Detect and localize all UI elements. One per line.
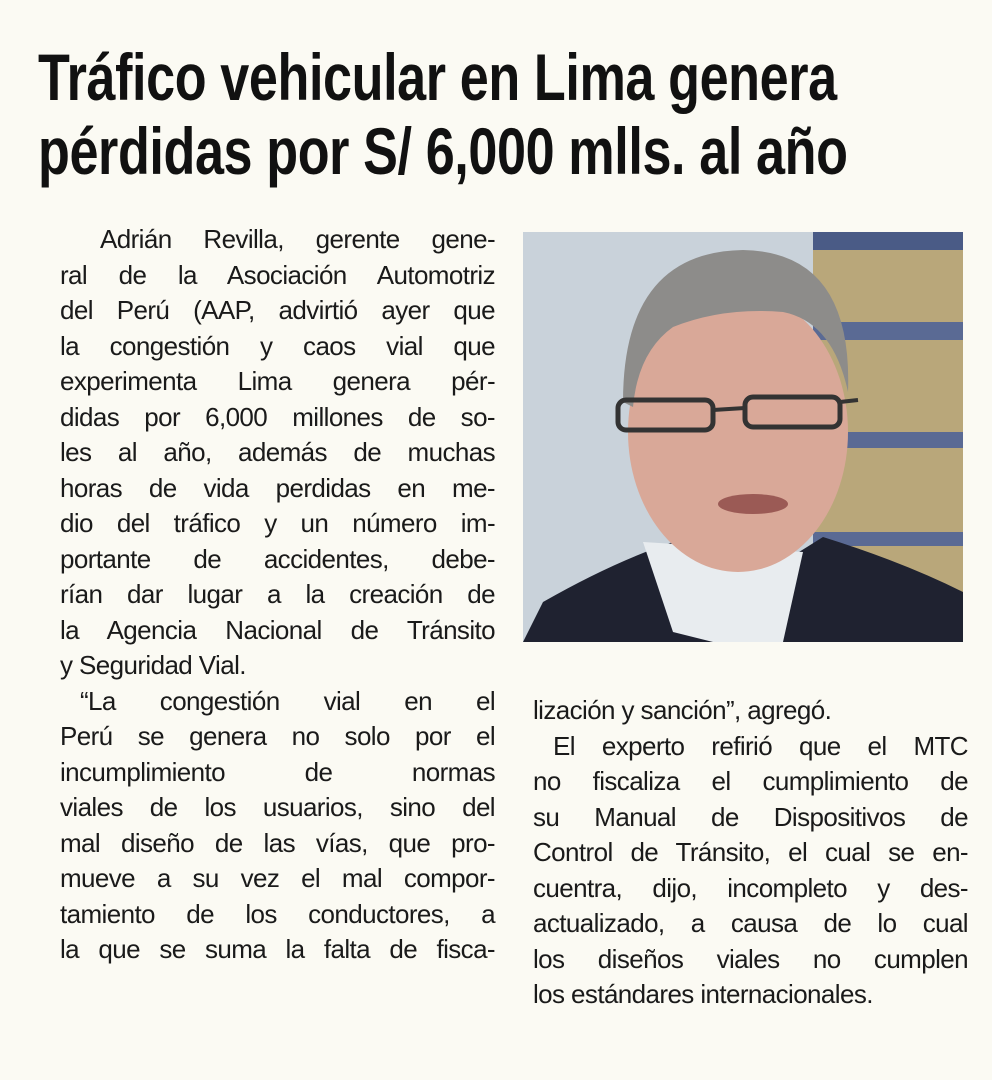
text-line: los estándares internacionales. [533, 979, 873, 1009]
text-line: horas de vida perdidas en me- [60, 472, 495, 503]
text-line: los diseños viales no cumplen [533, 943, 968, 974]
text-line: dio del tráfico y un número im- [60, 508, 495, 538]
text-line: actualizado, a causa de lo cual [533, 908, 968, 938]
text-line: portante de accidentes, debe- [60, 543, 495, 574]
text-line: Control de Tránsito, el cual se en- [533, 837, 968, 867]
text-line: la Agencia Nacional de Tránsito [60, 614, 495, 645]
text-line: lización y sanción”, agregó. [533, 695, 832, 725]
headline-line-2: pérdidas por S/ 6,000 mlls. al año [38, 114, 848, 188]
text-line: Perú se genera no solo por el [60, 721, 495, 751]
text-line: viales de los usuarios, sino del [60, 792, 495, 822]
text-line: incumplimiento de normas [60, 756, 495, 787]
text-line: ral de la Asociación Automotriz [60, 259, 495, 290]
text-line: la que se suma la falta de fisca- [60, 934, 495, 964]
text-line: experimenta Lima genera pér- [60, 366, 495, 396]
article-column-right [533, 693, 968, 1013]
portrait-photo [523, 232, 963, 642]
text-line: El experto refirió que el MTC [553, 730, 968, 761]
article-column-left [60, 222, 495, 968]
headline-line-1: Tráfico vehicular en Lima genera [38, 40, 837, 114]
text-line: y Seguridad Vial. [60, 650, 246, 680]
text-line: Adrián Revilla, gerente gene- [100, 224, 495, 254]
text-line: les al año, además de muchas [60, 437, 495, 467]
text-line: no fiscaliza el cumplimiento de [533, 766, 968, 796]
text-line: didas por 6,000 millones de so- [60, 401, 495, 432]
text-line: la congestión y caos vial que [60, 330, 495, 361]
text-line: mal diseño de las vías, que pro- [60, 827, 495, 858]
text-line: “La congestión vial en el [80, 685, 495, 716]
text-line: del Perú (AAP, advirtió ayer que [60, 295, 495, 325]
text-line: rían dar lugar a la creación de [60, 579, 495, 609]
text-line: tamiento de los conductores, a [60, 898, 495, 929]
text-line: su Manual de Dispositivos de [533, 801, 968, 832]
text-line: cuentra, dijo, incompleto y des- [533, 872, 968, 903]
text-line: mueve a su vez el mal compor- [60, 863, 495, 893]
